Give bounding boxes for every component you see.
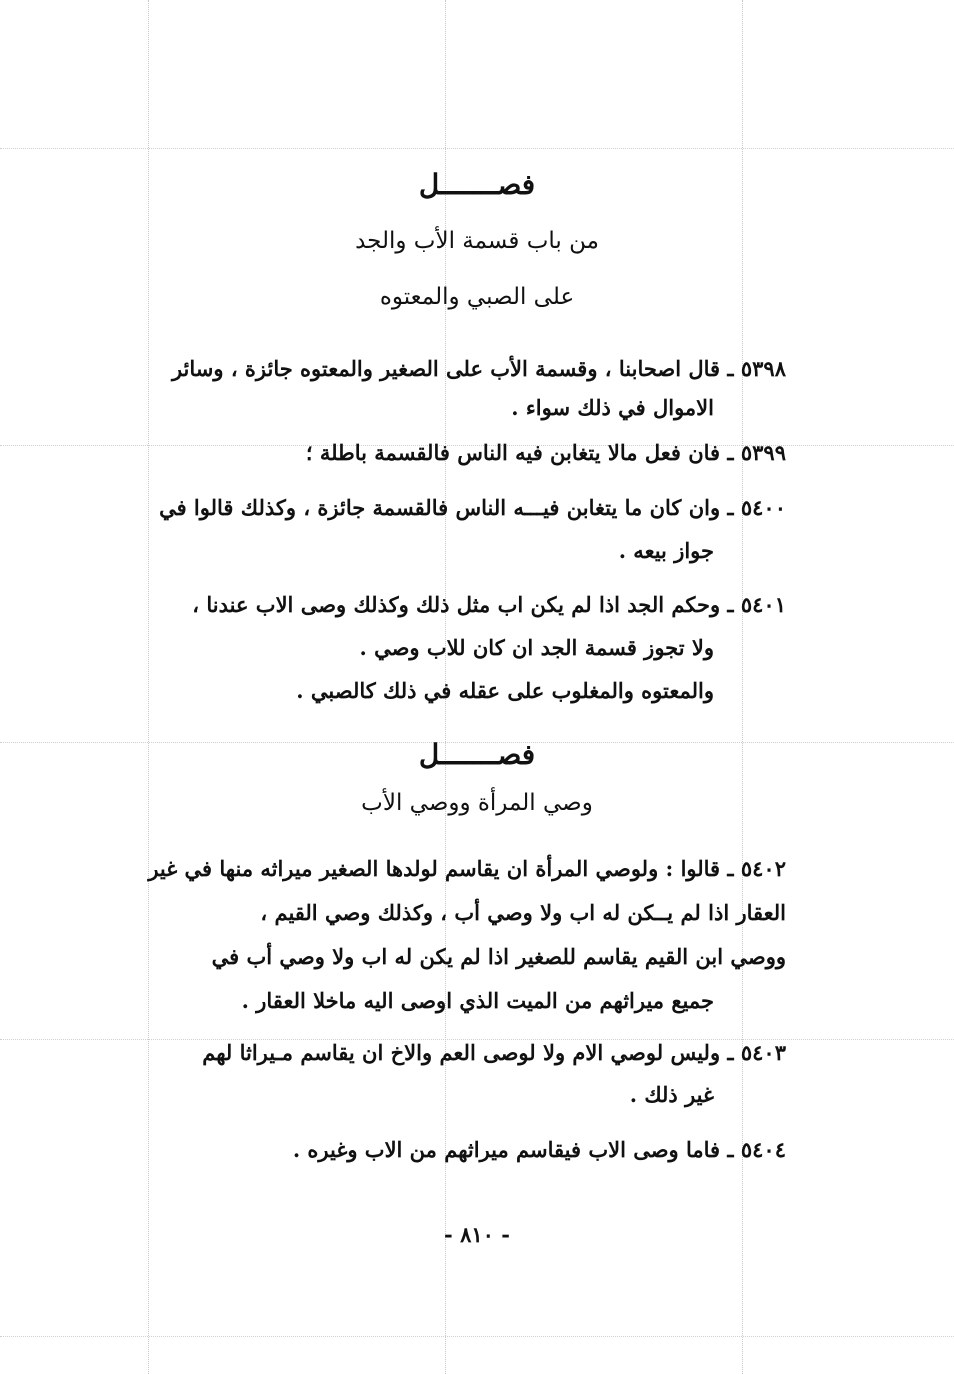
grid-line [0, 148, 954, 149]
page-number: - ٨١٠ - [444, 1222, 510, 1247]
paragraph-line: جواز بيعه . [618, 538, 714, 563]
paragraph-line: ووصي ابن القيم يقاسم للصغير اذا لم يكن له اب ولا وصي أب في [211, 944, 786, 969]
paragraph-line: ٥٤٠٣ ـ وليس لوصي الام ولا لوصى العم والاخ ان يقاسم مـيراثا لهم [202, 1040, 786, 1065]
paragraph-line: ٥٤٠١ ـ وحكم الجد اذا لم يكن اب مثل ذلك وكذلك وصى الاب عندنا ، [192, 592, 786, 617]
paragraph-line: والمعتوه والمغلوب على عقله في ذلك كالصبي . [296, 678, 714, 703]
section-heading: فصـــــــل [418, 738, 536, 771]
paragraph-line: ٥٤٠٢ ـ قالوا : ولوصي المرأة ان يقاسم لولدها الصغير ميراثه منها في غير [148, 856, 786, 881]
section-subtitle: وصي المرأة ووصي الأب [361, 790, 593, 816]
grid-line [742, 0, 743, 1374]
paragraph-line: ٥٤٠٤ ـ فاما وصى الاب فيقاسم ميراثهم من الاب وغيره . [292, 1137, 786, 1162]
paragraph-line: جميع ميراثهم من الميت الذي اوصى اليه ماخلا العقار . [241, 988, 714, 1013]
section-subtitle: على الصبي والمعتوه [379, 284, 575, 310]
grid-line [148, 0, 149, 1374]
paragraph-line: ولا تجوز قسمة الجد ان كان للاب وصي . [359, 635, 714, 660]
paragraph-line: ٥٣٩٩ ـ فان فعل مالا يتغابن فيه الناس فالقسمة باطلة ؛ [305, 440, 786, 465]
paragraph-line: ٥٣٩٨ ـ قال اصحابنا ، وقسمة الأب على الصغير والمعتوه جائزة ، وسائر [171, 356, 786, 381]
paragraph-line: غير ذلك . [629, 1082, 714, 1107]
paragraph-line: الاموال في ذلك سواء . [511, 395, 714, 420]
paragraph-line: العقار اذا لم يــكن له اب ولا وصي أب ، وكذلك وصي القيم ، [260, 900, 786, 925]
section-subtitle: من باب قسمة الأب والجد [355, 228, 599, 254]
grid-line [0, 1336, 954, 1337]
paragraph-line: ٥٤٠٠ ـ وان كان ما يتغابن فيـــه الناس فالقسمة جائزة ، وكذلك قالوا في [159, 495, 786, 520]
section-heading: فصـــــــل [418, 168, 536, 201]
